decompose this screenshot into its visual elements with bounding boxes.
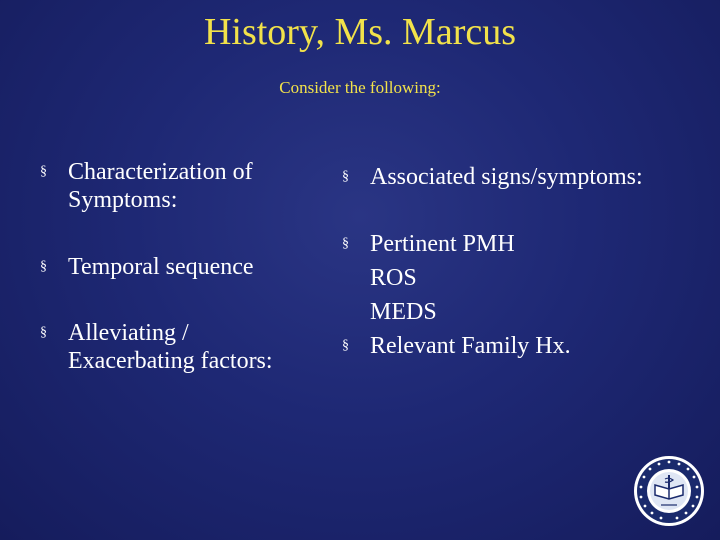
bullet-text: Characterization of (68, 159, 253, 185)
seal-icon (633, 455, 705, 527)
bullet-text: Alleviating / (68, 320, 189, 346)
bullet-text-continuation: ROS (370, 265, 417, 291)
bullet-marker: § (342, 236, 349, 251)
bullet-marker: § (342, 338, 349, 353)
bullet-text-continuation: MEDS (370, 299, 437, 325)
bullet-marker: § (342, 169, 349, 184)
bullet-marker: § (40, 164, 47, 179)
bullet-text: Relevant Family Hx. (370, 333, 571, 359)
bullet-marker: § (40, 259, 47, 274)
bullet-text-continuation: Exacerbating factors: (68, 348, 273, 374)
bullet-text-continuation: Symptoms: (68, 187, 178, 213)
bullet-text: Associated signs/symptoms: (370, 164, 643, 190)
bullet-text: Pertinent PMH (370, 231, 515, 257)
bullet-text: Temporal sequence (68, 254, 254, 280)
page-title: History, Ms. Marcus (203, 11, 517, 53)
page-subtitle: Consider the following: (279, 78, 441, 97)
bullet-marker: § (40, 325, 47, 340)
